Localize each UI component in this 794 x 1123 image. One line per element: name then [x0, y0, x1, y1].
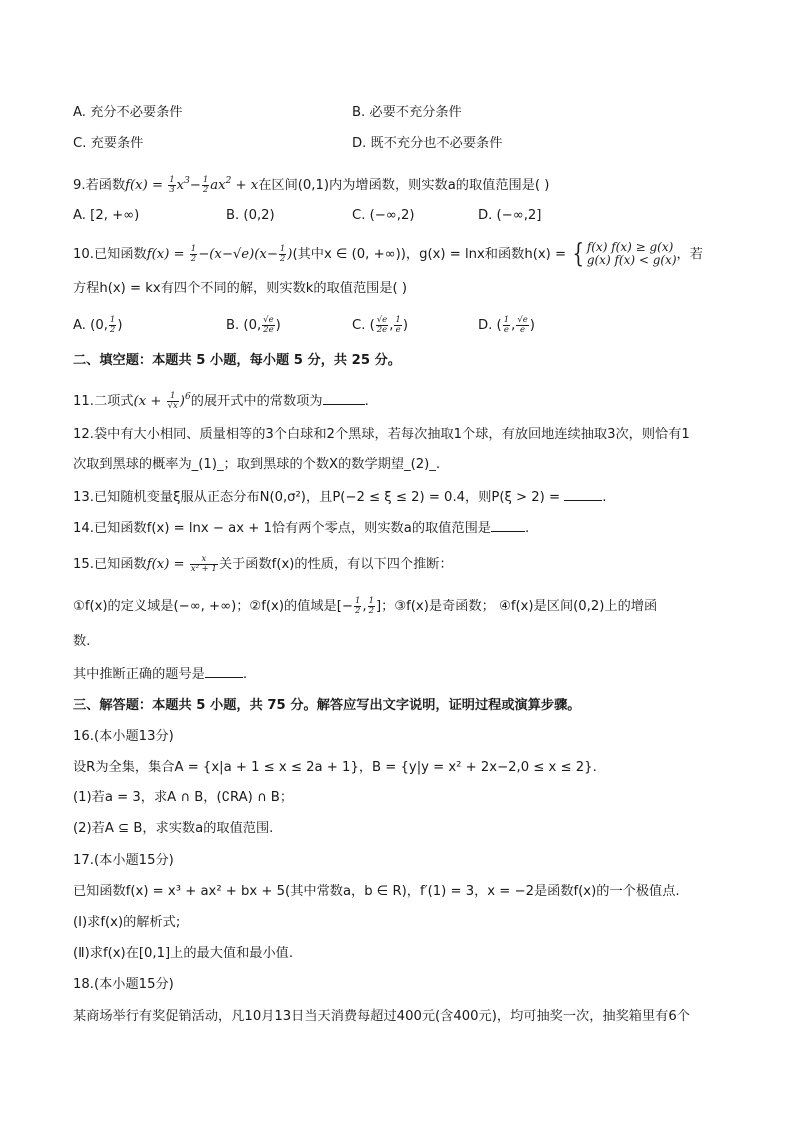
q8-option-c: C. 充要条件 [73, 136, 144, 151]
q10-option-c: C. ( $\frac{√e}{2e}$ , $\frac{1}{e}$ ) [352, 314, 408, 335]
q17-line2: (Ⅰ)求f(x)的解析式; [73, 915, 181, 930]
q17-line1: 已知函数f(x) = x³ + ax² + bx + 5(其中常数a，b ∈ R)，f′(1) = 3，x = −2是函数f(x)的一个极值点. [73, 884, 680, 899]
section-2-heading: 二、填空题：本题共 5 小题，每小题 5 分，共 25 分。 [73, 353, 401, 368]
q16-title: 16.(本小题13分) [73, 729, 174, 744]
q9-number: 9. [73, 178, 86, 193]
q9-option-c: C. (−∞,2) [352, 208, 415, 223]
q9-prefix: 若函数 [85, 178, 126, 193]
question-15: 15.已知函数f(x) = $\frac{x}{\text{x² + 1}}$ 关于函数f(x)的性质，有以下四个推断： [73, 553, 453, 574]
q10-piecewise [587, 241, 677, 267]
q9-frac-half: $\frac{1}{2}$ [202, 174, 209, 195]
q15-blank[interactable] [205, 665, 243, 678]
q9-rest: 在区间(0,1)内为增函数，则实数a的取值范围是( ) [258, 178, 550, 193]
q12-line1: 12.袋中有大小相同、质量相等的3个白球和2个黑球，若每次抽取1个球，有放回地连续抽取3次，则恰有1 [73, 427, 690, 442]
q8-option-b: B. 必要不充分条件 [352, 105, 462, 120]
q14-blank[interactable] [491, 519, 525, 532]
q15-line4: 其中推断正确的题号是 . [73, 667, 248, 682]
q16-line2: (1)若a = 3，求A ∩ B，(∁RA) ∩ B； [73, 790, 294, 805]
q17-title: 17.(本小题15分) [73, 853, 174, 868]
question-10: 10.已知函数f(x) = $\frac{1}{2}$ −(x−√e)(x− $\frac{1}{2}$ )(其中x ∈ (0, +∞))，g(x) = lnx和函数h(x) = { f(x) f(x) ≥ g(x) g(x) f(x) < g(x) ，若 [73, 239, 703, 269]
q10-frac-half: $\frac{1}{2}$ [190, 243, 197, 264]
q9-option-b: B. (0,2) [226, 208, 275, 223]
question-13: 13.已知随机变量ξ服从正态分布N(0,σ²)，且P(−2 ≤ ξ ≤ 2) = 0.4，则P(ξ > 2) = . [73, 490, 607, 505]
question-9: 9.若函数f(x) = $\frac{1}{3}$ $x^3-$ $\frac{1}{2}$ $ax^2 + x$在区间(0,1)内为增函数，则实数a的取值范围是( ) [73, 174, 550, 195]
q10-option-d: D. ( $\frac{1}{e}$ , $\frac{√e}{e}$ ) [478, 314, 535, 335]
q10-mid: (其中x ∈ (0, +∞))，g(x) = lnx和函数h(x) = [292, 247, 571, 262]
q10-brace: { [572, 239, 585, 269]
q18-title: 18.(本小题15分) [73, 977, 174, 992]
q13-blank[interactable] [564, 488, 602, 501]
q18-line1: 某商场举行有奖促销活动，凡10月13日当天消费每超过400元(含400元)，均可抽奖一次，抽奖箱里有6个 [73, 1009, 690, 1024]
q12-line2: 次取到黑球的概率为_(1)_；取到黑球的个数X的数学期望_(2)_. [73, 457, 441, 472]
q10-option-b: B. (0, $\frac{√e}{2e}$ ) [226, 314, 281, 335]
q10-end: ，若 [676, 247, 703, 262]
q9-option-d: D. (−∞,2] [478, 208, 542, 223]
q10-line2: 方程h(x) = kx有四个不同的解，则实数k的取值范围是( ) [73, 281, 408, 296]
section-3-heading: 三、解答题：本题共 5 小题，共 75 分。解答应写出文字说明，证明过程或演算步骤。 [73, 698, 581, 713]
q8-option-d: D. 既不充分也不必要条件 [352, 136, 503, 151]
q11-blank[interactable] [323, 392, 365, 405]
q10-frac-half-2: $\frac{1}{2}$ [279, 243, 286, 264]
q10-option-a: A. (0, $\frac{1}{2}$ ) [73, 314, 123, 335]
q15-line2: ①f(x)的定义域是(−∞, +∞)；②f(x)的值域是[− $\frac{1}{2}$ , $\frac{1}{2}$ ]；③f(x)是奇函数； ④f(x)是区间(0,2)上的增函 [73, 595, 658, 616]
q9-func: f(x) = [125, 178, 168, 193]
q16-line3: (2)若A ⊆ B，求实数a的取值范围. [73, 821, 274, 836]
q10-piece-top: f(x) f(x) ≥ g(x) [586, 240, 674, 254]
question-14: 14.已知函数f(x) = lnx − ax + 1恰有两个零点，则实数a的取值范围是 . [73, 521, 530, 536]
q8-option-a: A. 充分不必要条件 [73, 105, 183, 120]
question-11: 11.二项式(x + $\frac{1}{√x}$ )$^6$的展开式中的常数项为 . [73, 390, 369, 411]
q9-frac-third: $\frac{1}{3}$ [169, 174, 175, 195]
q10-prefix: 10.已知函数 [73, 247, 147, 262]
q10-piece-bottom: g(x) f(x) < g(x) [586, 253, 677, 267]
q15-line3: 数. [73, 634, 91, 649]
q16-line1: 设R为全集，集合A = {x|a + 1 ≤ x ≤ 2a + 1}，B = {y|y = x² + 2x−2,0 ≤ x ≤ 2}. [73, 760, 597, 775]
q17-line3: (Ⅱ)求f(x)在[0,1]上的最大值和最小值. [73, 946, 294, 961]
q9-option-a: A. [2, +∞) [73, 208, 140, 223]
